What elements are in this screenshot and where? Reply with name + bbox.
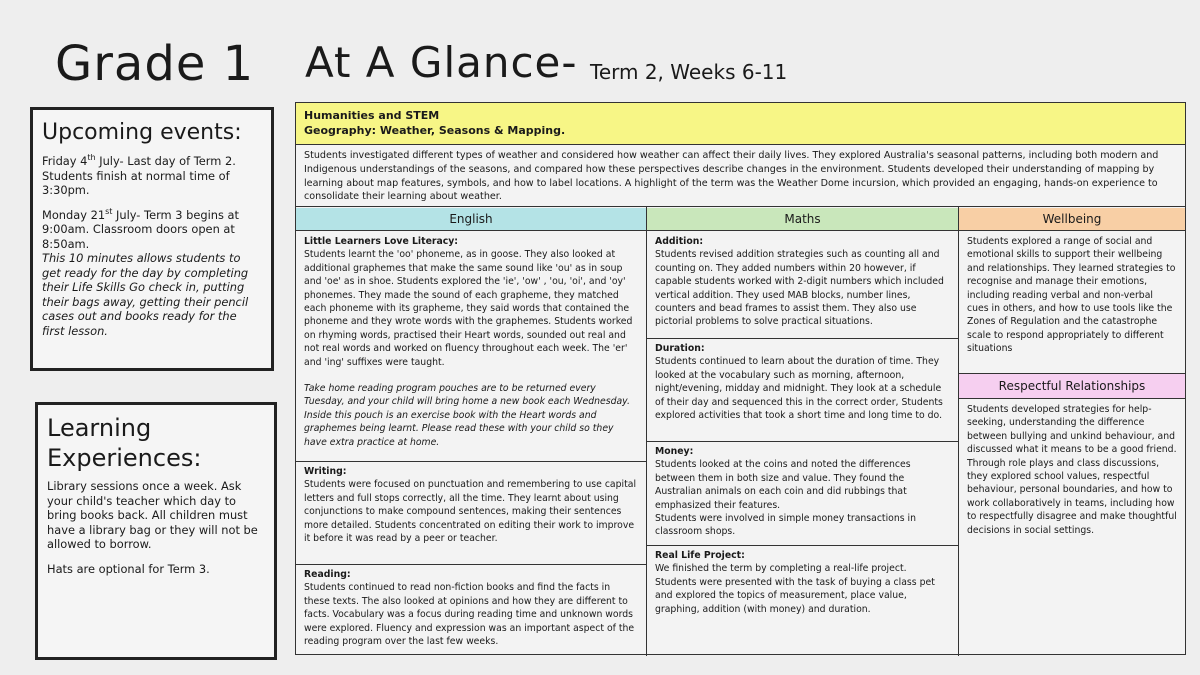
library-note: Library sessions once a week. Ask your child's teacher which day to bring books back. All children must have a library bag or they will not be allowed to borrow. [47, 479, 258, 551]
upcoming-events-title: Upcoming events: [42, 120, 242, 145]
english-writing-cell: Writing: Students were focused on punctuation and remembering to use capital letters and full stops correctly, all the time. They learnt about using conjunctions to make compound sentences, making their sentences more detailed. Students concentrated on editing their work to improve it before it was read by a peer or teacher. [304, 466, 637, 545]
page-subtitle: Term 2, Weeks 6-11 [590, 60, 788, 84]
event-term2-end: Friday 4th July- Last day of Term 2. Students finish at normal time of 3:30pm. [42, 153, 236, 197]
event-note: This 10 minutes allows students to get ready for the day by completing their Life Skills Go check in, putting their bags away, getting their pencil cases out and books ready for the first lesson. [42, 251, 249, 338]
respectful-relationships-cell: Students developed strategies for help-seeking, understanding the difference between bullying and unkind behaviour, and discussed what it means to be a good friend. Through role plays and class discussions, they explored school values, respectful behaviour, personal boundaries, and how to work collaboratively in teams, including how to respectfully disagree and make thoughtful decisions in social settings. [967, 404, 1177, 536]
maths-real-life-project-cell: Real Life Project: We finished the term by completing a real-life project. Students were presented with the task of buying a class pet and explored the topics of measurement, place value, graphing, addition (with money) and duration. [655, 550, 935, 615]
humanities-body: Students investigated different types of weather and considered how weather can affect their daily lives. They explored Australia's seasonal patterns, including both modern and Indigenous understandings of the seasons, and compared how these perspectives describe changes in the environment. Students developed their understanding of mapping by learning about map features, symbols, and how to label locations. A highlight of the term was the Weather Dome incursion, which provided an engaging, hands-on experience to consolidate their learning about weather. [296, 145, 1185, 207]
learning-experiences-title: Learning Experiences: [47, 414, 202, 472]
respectful-relationships-header: Respectful Relationships [959, 374, 1185, 399]
maths-money-cell: Money: Students looked at the coins and noted the differences between them in both size and value. They found the Australian animals on each coin and did rubbings that emphasized their features. Students were involved in simple money transactions in classroom shops. [655, 446, 917, 538]
hats-note: Hats are optional for Term 3. [47, 561, 210, 576]
english-literacy-cell: Little Learners Love Literacy: Students learnt the 'oo' phoneme, as in goose. They also looked at additional graphemes that make the same sound like 'ou' as in soup and 'oe' as in shoe. Students explored the 'ie', 'ow' , 'ou, 'oi', and 'oy' phonemes. They made the sound of each grapheme, they matched each phoneme with its grapheme, they said words that contained the phoneme and they wrote words with the graphemes. Students worked on rhyming words, practised their Heart words, sounded out real and not real words and worked on fluency throughout each week. The 'er' and 'ing' suffixes were taught. Take home reading program pouches are to be returned every Tuesday, and your child will bring home a new book each Wednesday. Inside this pouch is an exercise book with the Heart words and graphemes being learnt. Please read these with your child so they have extra practice at home. [304, 236, 633, 448]
event-term3-start: Monday 21st July- Term 3 begins at 9:00am. Classroom doors open at 8:50am. [42, 206, 239, 251]
grade-title: Grade 1 [55, 36, 255, 92]
english-reading-cell: Reading: Students continued to read non-fiction books and find the facts in these texts. The also looked at opinions and how they are different to facts. Vocabulary was a focus during reading time and unknown words were explored. Fluency and expression was an important aspect of the reading program over the last few weeks. [304, 569, 635, 648]
page-title: At A Glance- [305, 38, 578, 87]
learning-experiences-box [35, 402, 277, 660]
wellbeing-cell: Students explored a range of social and emotional skills to support their wellbeing and relationships. They learned strategies to recognise and manage their emotions, including reading verbal and non-verbal cues in others, and how to use tools like the Zones of Regulation and the catastrophe scale to respond appropriately to different situations [967, 236, 1176, 355]
maths-header: Maths [647, 208, 958, 231]
upcoming-events-box [30, 107, 274, 371]
maths-duration-cell: Duration: Students continued to learn about the duration of time. They looked at the vocabulary such as morning, afternoon, night/evening, midday and midnight. They look at a schedule of their day and sequenced this in the correct order, Students explored activities that took a short time and long time to do. [655, 343, 943, 422]
english-header: English [296, 208, 646, 231]
overview-table [295, 102, 1186, 655]
wellbeing-header: Wellbeing [959, 208, 1185, 231]
maths-addition-cell: Addition: Students revised addition strategies such as counting all and counting on. They added numbers within 20 however, if capable students worked with 2-digit numbers which included vertical addition. They used MAB blocks, number lines, counters and bead frames to assist them. They also use pictorial problems to solve practical situations. [655, 236, 944, 328]
humanities-header: Humanities and STEM Geography: Weather, Seasons & Mapping. [296, 103, 1185, 145]
